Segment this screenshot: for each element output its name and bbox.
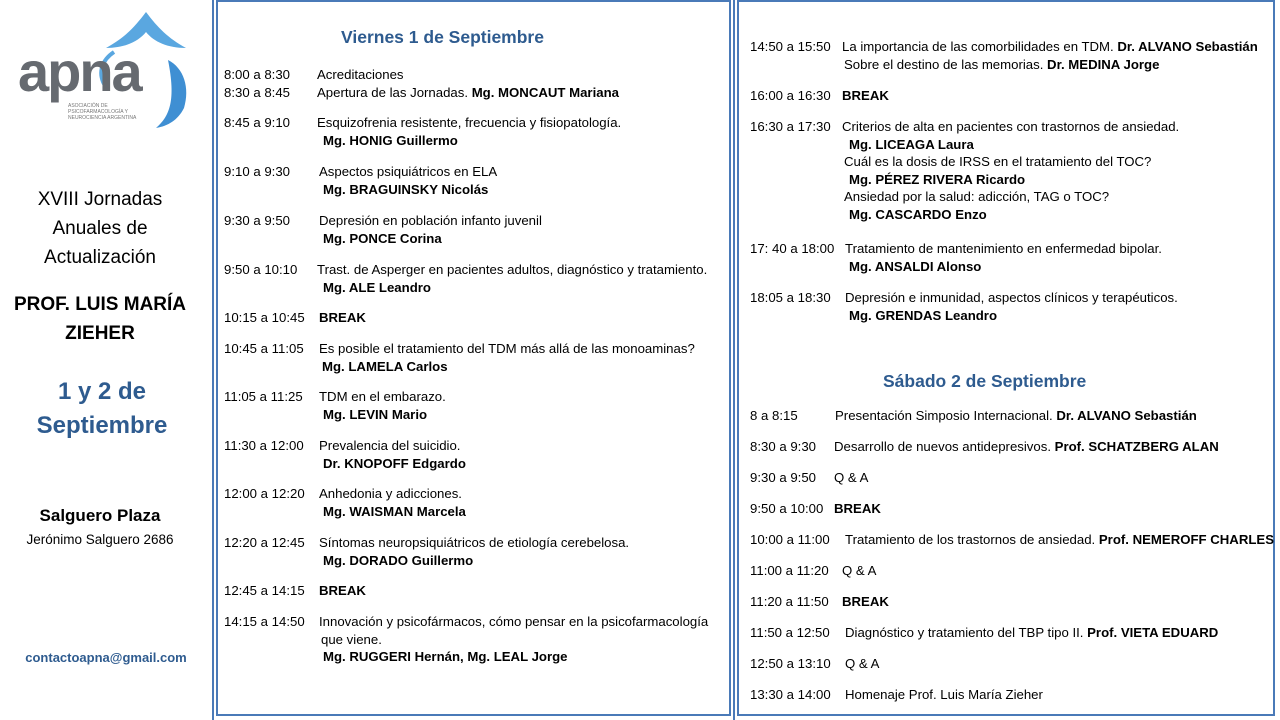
session-time: 12:45 a 14:15 xyxy=(224,583,305,598)
speaker-name: Mg. GRENDAS Leandro xyxy=(849,307,997,323)
speaker-name: Mg. ANSALDI Alonso xyxy=(849,258,982,274)
session-line xyxy=(323,648,567,666)
speaker-name: Mg. BRAGUINSKY Nicolás xyxy=(323,181,489,197)
session-time: 9:50 a 10:10 xyxy=(224,262,298,277)
session-time: 16:00 a 16:30 xyxy=(750,88,831,103)
speaker-name: Dr. MEDINA Jorge xyxy=(1047,56,1160,72)
session-line xyxy=(319,212,542,230)
speaker-name: Mg. PONCE Corina xyxy=(323,230,442,246)
session-topic: Sobre el destino de las memorias. xyxy=(844,56,1048,72)
speaker-name: Dr. ALVANO Sebastián xyxy=(1117,39,1258,54)
session-time: 9:30 a 9:50 xyxy=(750,470,816,485)
column-divider xyxy=(733,0,735,720)
session-time: 14:50 a 15:50 xyxy=(750,39,831,54)
session-line xyxy=(317,66,404,84)
session-time: 9:50 a 10:00 xyxy=(750,501,824,516)
apna-logo xyxy=(18,8,194,138)
session-topic: Trast. de Asperger en pacientes adultos, diagnóstico y tratamiento. xyxy=(317,262,708,277)
session-time: 16:30 a 17:30 xyxy=(750,119,831,134)
session-line xyxy=(842,593,889,611)
speaker-name: Mg. LAMELA Carlos xyxy=(322,358,448,374)
speaker-name: Mg. HONIG Guillermo xyxy=(323,132,458,148)
break-label: BREAK xyxy=(842,88,889,103)
session-line xyxy=(323,406,427,424)
session-line xyxy=(322,358,448,376)
speaker-name: Mg. LICEAGA Laura xyxy=(849,136,974,152)
session-line xyxy=(845,531,1274,549)
speaker-name: Mg. MONCAUT Mariana xyxy=(471,85,619,100)
session-time: 10:00 a 11:00 xyxy=(750,532,830,547)
session-topic: Depresión en población infanto juvenil xyxy=(319,213,542,228)
session-line xyxy=(849,206,987,224)
speaker-name: Mg. LEVIN Mario xyxy=(323,406,428,422)
session-line xyxy=(321,631,382,649)
speaker-name: Prof. VIETA EDUARD xyxy=(1087,625,1219,640)
session-line xyxy=(323,503,466,521)
session-line xyxy=(845,686,1043,704)
session-time: 11:50 a 12:50 xyxy=(750,625,830,640)
speaker-name: Mg. RUGGERI Hernán, Mg. LEAL Jorge xyxy=(323,649,568,664)
session-topic: Anhedonia y adicciones. xyxy=(319,486,462,501)
session-topic: Aspectos psiquiátricos en ELA xyxy=(319,164,498,179)
session-line xyxy=(835,407,1197,425)
speaker-name: Mg. WAISMAN Marcela xyxy=(323,503,466,519)
session-line xyxy=(834,469,868,487)
break-label: BREAK xyxy=(319,310,366,325)
friday-panel xyxy=(216,0,731,716)
date-line: Septiembre xyxy=(36,412,168,439)
session-topic: La importancia de las comorbilidades en TDM. xyxy=(842,39,1118,54)
session-time: 11:05 a 11:25 xyxy=(224,389,303,404)
session-time: 13:30 a 14:00 xyxy=(750,687,831,702)
session-line xyxy=(317,261,707,279)
session-line xyxy=(834,438,1219,456)
session-topic: Acreditaciones xyxy=(317,67,404,82)
contact-email-link[interactable]: contactoapna@gmail.com xyxy=(25,650,187,665)
session-line xyxy=(323,230,442,248)
session-topic: Síntomas neuropsiquiátricos de etiología cerebelosa. xyxy=(319,535,630,550)
session-line xyxy=(844,56,1159,74)
session-line xyxy=(323,552,473,570)
session-line xyxy=(317,114,621,132)
break-label: BREAK xyxy=(842,594,889,609)
session-line xyxy=(323,455,466,473)
session-line xyxy=(319,340,695,358)
session-time: 8:30 a 8:45 xyxy=(224,85,290,100)
session-time: 12:50 a 13:10 xyxy=(750,656,831,671)
session-line xyxy=(849,171,1025,189)
speaker-name: Dr. ALVANO Sebastián xyxy=(1056,408,1197,423)
session-line xyxy=(323,132,458,150)
session-line xyxy=(319,613,708,631)
session-topic: Diagnóstico y tratamiento del TBP tipo II. xyxy=(845,625,1088,640)
session-topic: Tratamiento de los trastornos de ansiedad. xyxy=(845,532,1099,547)
session-line xyxy=(319,309,366,327)
session-topic: Prevalencia del suicidio. xyxy=(319,438,461,453)
session-time: 12:00 a 12:20 xyxy=(224,486,305,501)
session-line xyxy=(317,84,619,102)
speaker-name: Mg. CASCARDO Enzo xyxy=(849,206,987,222)
session-line xyxy=(323,279,431,297)
honoree-line: ZIEHER xyxy=(65,323,135,344)
session-time: 10:15 a 10:45 xyxy=(224,310,305,325)
session-topic: Esquizofrenia resistente, frecuencia y fisiopatología. xyxy=(317,115,622,130)
session-topic: Apertura de las Jornadas. xyxy=(317,85,472,100)
session-line xyxy=(319,388,446,406)
session-line xyxy=(842,87,889,105)
session-topic: Criterios de alta en pacientes con trastornos de ansiedad. xyxy=(842,119,1180,134)
session-line xyxy=(844,153,1151,171)
session-line xyxy=(319,437,460,455)
event-title-line: Anuales de xyxy=(52,218,148,239)
event-dates xyxy=(0,375,204,443)
sidebar-divider xyxy=(212,0,214,720)
session-line xyxy=(319,534,629,552)
break-label: BREAK xyxy=(834,501,881,516)
session-line xyxy=(845,624,1218,642)
friday-title: Viernes 1 de Septiembre xyxy=(341,27,544,47)
speaker-name: Mg. DORADO Guillermo xyxy=(323,552,474,568)
session-line xyxy=(844,188,1109,206)
session-topic: TDM en el embarazo. xyxy=(319,389,446,404)
session-line xyxy=(845,289,1178,307)
session-line xyxy=(319,485,462,503)
saturday-title: Sábado 2 de Septiembre xyxy=(883,371,1087,391)
venue-name: Salguero Plaza xyxy=(39,506,161,525)
session-line xyxy=(834,500,881,518)
session-topic: que viene. xyxy=(321,631,382,647)
session-time: 18:05 a 18:30 xyxy=(750,290,831,305)
speaker-name: Mg. ALE Leandro xyxy=(323,279,431,295)
session-time: 11:00 a 11:20 xyxy=(750,563,829,578)
session-topic: Depresión e inmunidad, aspectos clínicos y terapéuticos. xyxy=(845,290,1178,305)
session-topic: Q & A xyxy=(842,563,877,578)
session-line xyxy=(319,163,497,181)
session-topic: Desarrollo de nuevos antidepresivos. xyxy=(834,439,1055,454)
session-time: 17: 40 a 18:00 xyxy=(750,241,835,256)
speaker-name: Dr. KNOPOFF Edgardo xyxy=(323,455,466,471)
session-topic: Q & A xyxy=(834,470,869,485)
session-line xyxy=(849,136,974,154)
session-time: 11:30 a 12:00 xyxy=(224,438,304,453)
session-topic: Q & A xyxy=(845,656,880,671)
session-line xyxy=(842,38,1258,56)
session-line xyxy=(845,655,879,673)
session-time: 9:30 a 9:50 xyxy=(224,213,290,228)
session-line xyxy=(323,181,488,199)
event-title xyxy=(0,185,200,272)
session-line xyxy=(849,307,997,325)
session-time: 8 a 8:15 xyxy=(750,408,798,423)
sidebar xyxy=(0,0,212,720)
honoree-name xyxy=(0,290,200,348)
session-time: 12:20 a 12:45 xyxy=(224,535,305,550)
session-topic: Es posible el tratamiento del TDM más allá de las monoaminas? xyxy=(319,341,695,356)
session-topic: Presentación Simposio Internacional. xyxy=(835,408,1057,423)
session-time: 8:30 a 9:30 xyxy=(750,439,816,454)
session-time: 9:10 a 9:30 xyxy=(224,164,290,179)
venue-address: Jerónimo Salguero 2686 xyxy=(26,532,174,547)
session-time: 14:15 a 14:50 xyxy=(224,614,305,629)
event-title-line: XVIII Jornadas xyxy=(37,189,163,210)
logo-subtitle: ASOCIACIÓN DE PSICOFARMACOLOGÍA Y NEUROCIENCIA ARGENTINA xyxy=(68,103,137,121)
session-line xyxy=(845,240,1162,258)
speaker-name: Prof. NEMEROFF CHARLES xyxy=(1098,532,1274,547)
session-line xyxy=(842,562,876,580)
session-line xyxy=(849,258,981,276)
session-time: 8:45 a 9:10 xyxy=(224,115,290,130)
session-topic: Homenaje Prof. Luis María Zieher xyxy=(845,687,1043,702)
session-time: 8:00 a 8:30 xyxy=(224,67,290,82)
event-title-line: Actualización xyxy=(44,247,156,268)
speaker-name: Prof. SCHATZBERG ALAN xyxy=(1054,439,1219,454)
break-label: BREAK xyxy=(319,583,366,598)
session-topic: Tratamiento de mantenimiento en enfermedad bipolar. xyxy=(845,241,1162,256)
logo-wordmark: apna xyxy=(18,40,141,103)
session-topic: Cuál es la dosis de IRSS en el tratamiento del TOC? xyxy=(844,154,1152,169)
session-time: 11:20 a 11:50 xyxy=(750,594,829,609)
session-line xyxy=(319,582,366,600)
speaker-name: Mg. PÉREZ RIVERA Ricardo xyxy=(849,171,1026,187)
session-time: 10:45 a 11:05 xyxy=(224,341,304,356)
session-topic: Innovación y psicofármacos, cómo pensar en la psicofarmacología xyxy=(319,614,709,629)
date-line: 1 y 2 de xyxy=(57,378,147,405)
honoree-line: PROF. LUIS MARÍA xyxy=(13,294,187,315)
session-line xyxy=(842,118,1179,136)
session-topic: Ansiedad por la salud: adicción, TAG o TOC? xyxy=(844,189,1110,204)
